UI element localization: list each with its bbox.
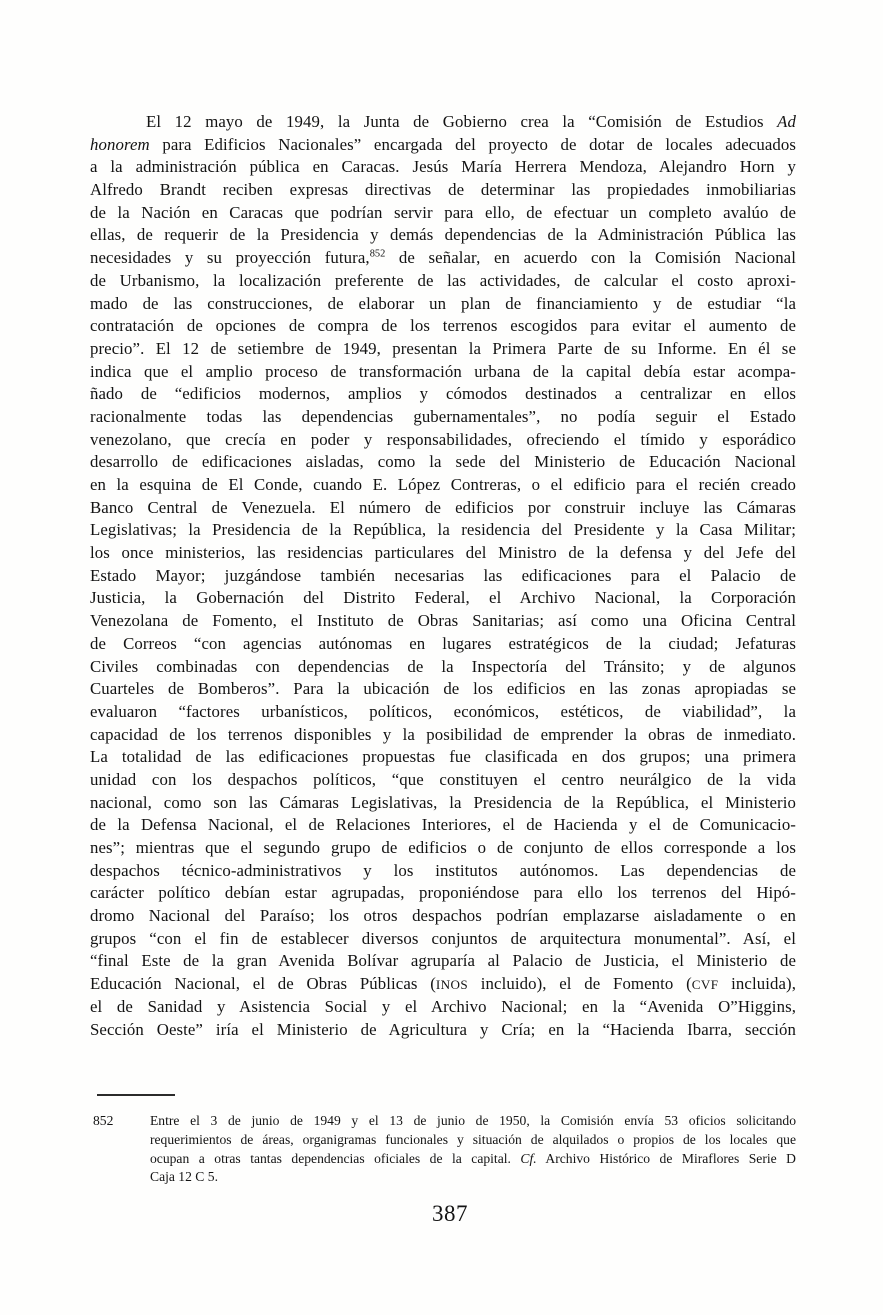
text-line — [90, 656, 796, 679]
text-line — [90, 383, 796, 406]
text-line — [150, 1168, 796, 1187]
text-segment: evaluaron “factores urbanísticos, políticos, económicos, estéticos, de viabilidad”, la — [90, 701, 796, 721]
text-line — [90, 565, 796, 588]
text-segment: Civiles combinadas con dependencias de la Inspectoría del Tránsito; y de algunos — [90, 656, 796, 676]
text-line — [90, 338, 796, 361]
text-line — [90, 860, 796, 883]
text-line — [90, 587, 796, 610]
text-segment: nes”; mientras que el segundo grupo de edificios o de conjunto de ellos corresponde a los — [90, 838, 796, 857]
text-segment: incluido), el de Fomento ( — [468, 974, 692, 994]
text-line — [90, 361, 796, 384]
text-segment: carácter político debían estar agrupadas, proponiéndose para ello los terrenos del Hipó- — [90, 883, 796, 903]
text-segment: el de Sanidad y Asistencia Social y el Archivo Nacional; en la “Avenida O”Higgins, — [90, 996, 796, 1016]
text-segment: Estado Mayor; juzgándose también necesarias las edificaciones para el Palacio de — [90, 565, 796, 585]
text-line — [90, 519, 796, 542]
text-line — [90, 792, 796, 815]
text-segment: para Edificios Nacionales” encargada del proyecto de dotar de locales adecuados — [149, 134, 796, 154]
text-line — [90, 542, 796, 565]
text-segment: Banco Central de Venezuela. El número de edificios por construir incluye las Cámaras — [90, 497, 796, 517]
text-line — [90, 724, 796, 747]
text-segment: Justicia, la Gobernación del Distrito Federal, el Archivo Nacional, la Corporación — [90, 588, 796, 608]
text-segment: capacidad de los terrenos disponibles y la posibilidad de emprender la obras de inmediato. — [90, 724, 796, 744]
text-line — [150, 1131, 796, 1150]
text-line — [90, 224, 796, 247]
text-segment: a la administración pública en Caracas. Jesús María Herrera Mendoza, Alejandro Horn y — [90, 157, 796, 177]
text-segment: requerimientos de áreas, organigramas funcionales y situación de alquilados o propios de los locales que — [150, 1131, 796, 1147]
text-segment-sup: 852 — [369, 248, 386, 260]
text-segment: en la esquina de El Conde, cuando E. López Contreras, o el edificio para el recién creado — [90, 475, 796, 494]
text-line — [90, 678, 796, 701]
text-line — [90, 610, 796, 633]
text-line — [90, 950, 796, 973]
text-line — [90, 1019, 796, 1042]
text-segment: los once ministerios, las residencias particulares del Ministro de la defensa y del Jefe del — [90, 543, 796, 563]
text-segment: Entre el 3 de junio de 1949 y el 13 de junio de 1950, la Comisión envía 53 oficios solicitando — [150, 1113, 796, 1128]
text-line — [90, 497, 796, 520]
text-segment: de la Nación en Caracas que podrían servir para ello, de efectuar un completo avalúo de — [90, 202, 796, 222]
text-line — [90, 134, 796, 157]
text-line — [90, 111, 796, 134]
text-segment: ocupan a otras tantas dependencias oficiales de la capital. — [150, 1150, 521, 1166]
text-segment-italic: Cf. — [520, 1150, 537, 1166]
footnote — [90, 1112, 796, 1187]
text-line — [90, 996, 796, 1019]
text-segment: grupos “con el fin de establecer diversos conjuntos de arquitectura monumental”. Así, el — [90, 928, 796, 948]
text-segment-smallcaps: CVF — [691, 977, 719, 993]
footnote-separator-rule — [97, 1094, 175, 1096]
text-line — [90, 814, 796, 837]
text-segment-italic: Ad — [777, 112, 796, 131]
text-line — [90, 973, 796, 996]
text-line — [150, 1112, 796, 1131]
text-segment: mado de las construcciones, de elaborar un plan de financiamiento y de estudiar “la — [90, 293, 796, 313]
text-line — [90, 837, 796, 860]
body-text-block — [90, 111, 796, 1041]
text-segment: Archivo Histórico de Miraflores Serie D — [536, 1150, 796, 1166]
footnote-text-block — [150, 1112, 796, 1187]
text-line — [90, 406, 796, 429]
text-segment: venezolano, que crecía en poder y responsabilidades, ofreciendo el tímido y esporádico — [90, 429, 796, 449]
text-line — [90, 270, 796, 293]
text-segment: ñado de “edificios modernos, amplios y cómodos destinados a centralizar en ellos — [90, 384, 796, 404]
text-line — [90, 247, 796, 270]
text-segment: Legislativas; la Presidencia de la República, la residencia del Presidente y la Casa Militar; — [90, 520, 796, 540]
text-segment: unidad con los despachos políticos, “que constituyen el centro neurálgico de la vida — [90, 769, 796, 789]
text-segment: desarrollo de edificaciones aisladas, como la sede del Ministerio de Educación Nacional — [90, 452, 796, 472]
text-segment: racionalmente todas las dependencias gubernamentales”, no podía seguir el Estado — [90, 406, 796, 426]
text-line — [90, 633, 796, 656]
text-segment: Caja 12 C 5. — [150, 1169, 218, 1185]
text-line — [90, 769, 796, 792]
text-line — [90, 179, 796, 202]
text-segment: Sección Oeste” iría el Ministerio de Agricultura y Cría; en la “Hacienda Ibarra, sección — [90, 1019, 796, 1039]
page-number: 387 — [432, 1201, 468, 1226]
text-segment: ellas, de requerir de la Presidencia y demás dependencias de la Administración Pública las — [90, 225, 796, 245]
text-line — [90, 202, 796, 225]
text-line — [90, 474, 796, 497]
text-segment: incluida), — [718, 974, 796, 994]
text-line — [90, 701, 796, 724]
text-segment: indica que el amplio proceso de transformación urbana de la capital debía estar acompa- — [90, 361, 796, 381]
text-line — [90, 315, 796, 338]
text-line — [90, 156, 796, 179]
text-segment: de la Defensa Nacional, el de Relaciones Interiores, el de Hacienda y el de Comunicacio- — [90, 815, 796, 835]
text-line — [90, 882, 796, 905]
text-segment: dromo Nacional del Paraíso; los otros despachos podrían emplazarse aisladamente o en — [90, 906, 796, 926]
text-line — [150, 1150, 796, 1169]
text-segment: Educación Nacional, el de Obras Públicas ( — [90, 974, 436, 994]
text-line — [90, 451, 796, 474]
text-line — [90, 746, 796, 769]
text-segment: despachos técnico-administrativos y los institutos autónomos. Las dependencias de — [90, 860, 796, 880]
text-segment: necesidades y su proyección futura, — [90, 248, 370, 268]
text-segment: El 12 mayo de 1949, la Junta de Gobierno crea la “Comisión de Estudios — [146, 112, 778, 131]
footnote-number: 852 — [93, 1113, 114, 1128]
text-segment: Cuarteles de Bomberos”. Para la ubicación de los edificios en las zonas apropiadas se — [90, 679, 796, 699]
text-segment: precio”. El 12 de setiembre de 1949, presentan la Primera Parte de su Informe. En él se — [90, 338, 796, 358]
text-segment: de Urbanismo, la localización preferente de las actividades, de calcular el costo aproxi- — [90, 270, 796, 290]
text-segment: contratación de opciones de compra de los terrenos escogidos para evitar el aumento de — [90, 316, 796, 336]
text-segment: de Correos “con agencias autónomas en lugares estratégicos de la ciudad; Jefaturas — [90, 633, 796, 653]
text-segment-italic: honorem — [90, 134, 150, 154]
text-segment-smallcaps: INOS — [435, 977, 469, 993]
text-segment: de señalar, en acuerdo con la Comisión Nacional — [385, 248, 796, 268]
text-segment: Alfredo Brandt reciben expresas directivas de determinar las propiedades inmobiliarias — [90, 180, 796, 200]
text-line — [90, 928, 796, 951]
text-segment: La totalidad de las edificaciones propuestas fue clasificada en dos grupos; una primera — [90, 747, 796, 767]
text-line — [90, 429, 796, 452]
text-segment: Venezolana de Fomento, el Instituto de Obras Sanitarias; así como una Oficina Central — [90, 611, 796, 631]
text-segment: nacional, como son las Cámaras Legislativas, la Presidencia de la República, el Ministerio — [90, 792, 796, 812]
text-segment: “final Este de la gran Avenida Bolívar agruparía al Palacio de Justicia, el Ministerio de — [90, 951, 796, 971]
text-line — [90, 905, 796, 928]
text-line — [90, 293, 796, 316]
